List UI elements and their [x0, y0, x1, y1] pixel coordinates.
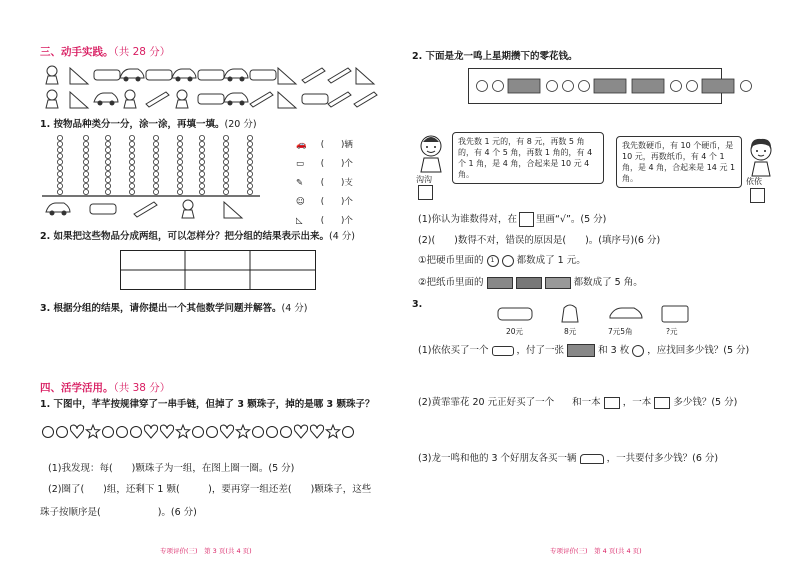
triangle-ruler-icon — [278, 92, 296, 108]
graph-circle — [129, 135, 134, 140]
coin-icon: 1 — [487, 255, 499, 267]
r-q2-line1-a: (1)你认为谁数得对，在 — [418, 214, 517, 225]
coin-icon — [477, 81, 488, 92]
right-footer: 专项评价(三) 第 4 页(共 4 页) — [550, 547, 642, 555]
graph-circle — [57, 141, 62, 146]
teddy-bear-icon — [562, 305, 578, 322]
graph-circle — [223, 183, 228, 188]
bead-circle — [57, 427, 68, 438]
bead-heart — [70, 425, 83, 438]
graph-circle — [199, 183, 204, 188]
graph-circle — [199, 165, 204, 170]
bead-heart — [160, 425, 173, 438]
graph-circle — [247, 165, 252, 170]
graph-circle — [223, 141, 228, 146]
graph-circle — [83, 141, 88, 146]
graph-circle — [177, 159, 182, 164]
pencil-icon — [302, 68, 325, 83]
coin-icon — [741, 81, 752, 92]
graph-circle — [199, 147, 204, 152]
graph-circle — [153, 171, 158, 176]
graph-circle — [247, 135, 252, 140]
doll-icon — [125, 90, 135, 100]
graph-circle — [129, 183, 134, 188]
r-q3-line2-a: (2)黄霏霏花 20 元正好买了一个 — [418, 397, 555, 408]
graph-circle — [153, 141, 158, 146]
blank-car[interactable]: ( ) — [320, 140, 345, 150]
graph-circle — [57, 135, 62, 140]
right-page — [400, 0, 800, 569]
doll-icon — [47, 66, 57, 76]
graph-circle — [223, 159, 228, 164]
banknote-icon — [702, 79, 734, 93]
price-car: 7元5角 — [608, 327, 633, 336]
grouping-table[interactable] — [120, 250, 316, 290]
graph-circle — [83, 183, 88, 188]
circle-graph — [40, 134, 270, 224]
tally-list — [296, 138, 396, 233]
bead-circle — [207, 427, 218, 438]
car-icon — [172, 69, 196, 78]
name-right: 依依 — [746, 177, 762, 186]
toy-car-icon — [610, 308, 642, 318]
car-icon — [94, 93, 118, 102]
r-q2-line1 — [418, 212, 606, 227]
pencil-icon — [328, 92, 351, 107]
car-icon — [46, 203, 70, 212]
tally-row-pencilbox — [296, 157, 396, 176]
graph-circle — [105, 165, 110, 170]
banknote-icon — [567, 344, 595, 357]
car-icon — [224, 69, 248, 78]
r-q2-question: 2. 下面是龙一鸣上星期攒下的零花钱。 — [412, 51, 578, 62]
graph-circle — [83, 147, 88, 152]
unit-doll: 个 — [344, 197, 353, 207]
section4-heading — [40, 380, 170, 395]
graph-circle — [83, 159, 88, 164]
r-q3-line3 — [418, 452, 718, 466]
graph-circle — [177, 153, 182, 158]
objects-grid — [40, 66, 380, 114]
graph-circle — [57, 177, 62, 182]
r-q3-line2-b: 和一本 — [572, 397, 601, 408]
section3-title: 三、动手实践。 — [40, 46, 114, 58]
graph-circle — [129, 165, 134, 170]
left-footer: 专项评价(三) 第 3 页(共 4 页) — [160, 547, 252, 555]
r-q3-line1-b: ，付了一张 — [516, 345, 565, 356]
graph-circle — [177, 165, 182, 170]
graph-circle — [105, 147, 110, 152]
graph-circle — [83, 153, 88, 158]
graph-circle — [105, 171, 110, 176]
pencil-icon — [250, 92, 273, 107]
graph-circle — [129, 159, 134, 164]
boy-figure-icon — [414, 134, 448, 174]
blank-pencil[interactable]: ( ) — [320, 178, 345, 188]
triangle-ruler-icon — [278, 68, 296, 84]
graph-circle — [223, 177, 228, 182]
graph-circle — [57, 183, 62, 188]
graph-circle — [223, 189, 228, 194]
pencil-box-icon — [250, 70, 276, 80]
q2-text: 2. 如果把这些物品分成两组，可以怎样分？把分组的结果表示出来。 — [40, 231, 330, 242]
section3-heading — [40, 44, 170, 59]
banknote-icon — [516, 277, 542, 289]
triangle-ruler-icon: ◺ — [296, 216, 303, 226]
checkbox-right[interactable] — [750, 188, 765, 203]
tally-row-car — [296, 138, 396, 157]
graph-circle — [83, 171, 88, 176]
triangle-ruler-icon — [70, 92, 88, 108]
bead-heart — [310, 425, 323, 438]
coin-icon — [493, 81, 504, 92]
pencil-icon — [134, 202, 157, 217]
graph-circle — [247, 141, 252, 146]
pencil-box-icon — [94, 70, 120, 80]
r-q3-line2 — [418, 396, 737, 410]
graph-circle — [153, 189, 158, 194]
graph-circle — [153, 159, 158, 164]
graph-circle — [129, 153, 134, 158]
graph-circle — [199, 141, 204, 146]
graph-circle — [223, 147, 228, 152]
r-q3-number: 3. — [412, 299, 423, 310]
bead-star — [86, 425, 99, 438]
graph-circle — [129, 141, 134, 146]
graph-circle — [83, 189, 88, 194]
graph-circle — [177, 189, 182, 194]
graph-circle — [247, 153, 252, 158]
graph-circle — [199, 159, 204, 164]
graph-circle — [57, 171, 62, 176]
graph-circle — [177, 177, 182, 182]
pencil-box-icon: ▭ — [296, 159, 305, 169]
bead-circle — [131, 427, 142, 438]
graph-circle — [223, 135, 228, 140]
graph-circle — [129, 171, 134, 176]
triangle-ruler-icon — [356, 68, 374, 84]
coin-icon — [547, 81, 558, 92]
graph-circle — [57, 159, 62, 164]
graph-circle — [57, 147, 62, 152]
graph-circle — [105, 141, 110, 146]
pencil-icon — [146, 92, 169, 107]
car-icon — [224, 93, 248, 102]
graph-circle — [83, 135, 88, 140]
graph-circle — [199, 135, 204, 140]
r-q3-line2-d: 多少钱？(5 分) — [673, 397, 738, 408]
graph-circle — [153, 153, 158, 158]
coin-icon — [502, 255, 514, 267]
graph-circle — [105, 153, 110, 158]
blank-doll[interactable]: ( ) — [320, 197, 345, 207]
blank-pencilbox[interactable]: ( ) — [320, 159, 345, 169]
r-q3-line3-b: ，一共要付多少钱？(6 分) — [606, 453, 719, 464]
doll-icon — [47, 90, 57, 100]
graph-circle — [129, 147, 134, 152]
bead-star — [176, 425, 189, 438]
triangle-ruler-icon — [70, 68, 88, 84]
graph-circle — [153, 165, 158, 170]
girl-figure-icon — [744, 138, 778, 178]
bead-circle — [117, 427, 128, 438]
r-q2-opt2-b: 都数成了 5 角。 — [573, 277, 643, 288]
graph-circle — [223, 153, 228, 158]
q1-score: (20 分) — [224, 119, 257, 130]
bead-star — [326, 425, 339, 438]
triangle-ruler-icon — [224, 202, 242, 218]
unit-pencil: 支 — [344, 178, 353, 188]
book-icon — [604, 397, 620, 409]
s4q1-line2: (2)圈了( )组，还剩下 1 颗( )，要再穿一组还差( )颗珠子，这些 — [48, 484, 372, 495]
graph-circle — [177, 141, 182, 146]
banknote-icon — [508, 79, 540, 93]
banknote-icon — [487, 277, 513, 289]
graph-circle — [177, 135, 182, 140]
doll-icon — [177, 90, 187, 100]
graph-circle — [105, 135, 110, 140]
money-box — [468, 68, 722, 104]
section3-score: （共 28 分） — [113, 46, 171, 58]
coin-icon — [632, 345, 644, 357]
book-icon — [654, 397, 670, 409]
price-book: ?元 — [666, 327, 678, 336]
r-q2-opt1 — [418, 254, 586, 268]
graph-circle — [105, 177, 110, 182]
car-icon: 🚗 — [296, 140, 307, 150]
section4-score: （共 38 分） — [113, 382, 171, 394]
graph-circle — [177, 147, 182, 152]
pencil-box-icon — [90, 204, 116, 214]
tally-row-doll — [296, 195, 396, 214]
name-left: 沟沟 — [416, 175, 432, 184]
book-icon — [662, 306, 688, 322]
coin-icon — [687, 81, 698, 92]
r-q3-line3-a: (3)龙一鸣和他的 3 个好朋友各买一辆 — [418, 453, 577, 464]
bubble-left: 我先数 1 元的，有 8 元，再数 5 角的，有 4 个 5 角，再数 1 角的，有 4 个 1 角，是 4 角，合起来是 10 元 4 角。 — [452, 132, 604, 184]
pencil-box-icon — [198, 94, 224, 104]
coin-icon — [671, 81, 682, 92]
bead-bracelet — [40, 420, 340, 446]
banknote-icon — [594, 79, 626, 93]
toy-car-icon — [580, 454, 604, 464]
bubble-right: 我先数硬币，有 10 个硬币，是 10 元，再数纸币，有 4 个 1 角，是 4 角，合起来是 14 元 1 角。 — [616, 136, 742, 188]
graph-circle — [105, 183, 110, 188]
r-q3-line1 — [418, 344, 749, 358]
s4q1-question — [40, 398, 374, 412]
graph-circle — [247, 171, 252, 176]
bead-circle — [253, 427, 264, 438]
graph-circle — [153, 147, 158, 152]
pencil-case-icon — [492, 346, 514, 356]
pencil-icon: ✎ — [296, 178, 304, 188]
unit-car: 辆 — [344, 140, 353, 150]
r-q3-line1-c: 和 3 枚 — [598, 345, 630, 356]
price-teddy: 8元 — [564, 327, 577, 336]
graph-circle — [153, 183, 158, 188]
s4q1-text: 1. 下图中，芊芊按规律穿了一串手链，但掉了 3 颗珠子，掉的是哪 3 颗珠子？ — [40, 399, 375, 410]
unit-pencilbox: 个 — [344, 159, 353, 169]
banknote-icon — [632, 79, 664, 93]
answer-box[interactable] — [519, 212, 534, 227]
bead-star — [236, 425, 249, 438]
pencil-box-icon — [302, 94, 328, 104]
bead-heart — [144, 425, 157, 438]
q3-question — [40, 302, 308, 316]
graph-circle — [83, 177, 88, 182]
bead-circle — [267, 427, 278, 438]
r-q2-opt1-a: ①把硬币里面的 — [418, 255, 484, 266]
s4q1-line1: (1)我发现：每( )颗珠子为一组，在图上圈一圈。(5 分) — [48, 463, 295, 474]
graph-circle — [129, 177, 134, 182]
graph-circle — [83, 165, 88, 170]
r-q2-opt2 — [418, 276, 643, 290]
bead-circle — [343, 427, 354, 438]
unit-triangle: 个 — [344, 216, 353, 226]
pencil-icon — [354, 92, 377, 107]
r-q2-opt1-b: 都数成了 1 元。 — [516, 255, 586, 266]
bead-circle — [281, 427, 292, 438]
graph-circle — [57, 153, 62, 158]
q1-question — [40, 118, 257, 132]
checkbox-left[interactable] — [418, 185, 433, 200]
pencil-box-icon — [146, 70, 172, 80]
r-q2-line2: (2)( )数得不对，错误的原因是( )。(填序号)(6 分) — [418, 235, 661, 246]
graph-circle — [247, 189, 252, 194]
r-q2-line1-b: 里画“√”。(5 分) — [535, 214, 607, 225]
q2-question — [40, 230, 355, 244]
section4-title: 四、活学活用。 — [40, 382, 114, 394]
graph-circle — [247, 177, 252, 182]
banknote-icon — [545, 277, 571, 289]
graph-circle — [105, 189, 110, 194]
r-q2-opt2-a: ②把纸币里面的 — [418, 277, 484, 288]
pencil-case-icon — [498, 308, 532, 320]
graph-circle — [247, 183, 252, 188]
r-q3-line1-a: (1)依依买了一个 — [418, 345, 489, 356]
bead-heart — [294, 425, 307, 438]
blank-triangle[interactable]: ( ) — [320, 216, 345, 226]
graph-circle — [153, 135, 158, 140]
coin-icon — [563, 81, 574, 92]
graph-circle — [247, 147, 252, 152]
coin-icon — [579, 81, 590, 92]
graph-circle — [199, 171, 204, 176]
q3-score: (4 分) — [281, 303, 308, 314]
graph-circle — [105, 159, 110, 164]
graph-circle — [223, 165, 228, 170]
graph-circle — [199, 177, 204, 182]
graph-circle — [57, 189, 62, 194]
bead-circle — [103, 427, 114, 438]
r-q3-line1-d: ，应找回多少钱？(5 分) — [647, 345, 750, 356]
car-icon — [120, 69, 144, 78]
graph-circle — [57, 165, 62, 170]
price-pencil-case: 20元 — [506, 327, 524, 336]
pencil-box-icon — [198, 70, 224, 80]
q2-score: (4 分) — [329, 231, 356, 242]
graph-circle — [247, 159, 252, 164]
graph-circle — [199, 153, 204, 158]
s4q1-line3: 珠子按顺序是( )。(6 分) — [40, 507, 197, 518]
doll-icon — [183, 200, 193, 210]
tally-row-pencil — [296, 176, 396, 195]
graph-circle — [177, 171, 182, 176]
graph-circle — [223, 171, 228, 176]
graph-circle — [177, 183, 182, 188]
graph-circle — [129, 189, 134, 194]
graph-circle — [199, 189, 204, 194]
priced-items — [490, 302, 700, 326]
r-q3-line2-c: ，一本 — [622, 397, 652, 408]
q3-text: 3. 根据分组的结果，请你提出一个其他数学问题并解答。 — [40, 303, 282, 314]
graph-circle — [153, 177, 158, 182]
bead-circle — [43, 427, 54, 438]
doll-icon: ☺ — [296, 197, 305, 207]
pencil-icon — [328, 68, 351, 83]
bead-circle — [193, 427, 204, 438]
bead-heart — [220, 425, 233, 438]
q1-text: 1. 按物品种类分一分，涂一涂，再填一填。 — [40, 119, 225, 130]
